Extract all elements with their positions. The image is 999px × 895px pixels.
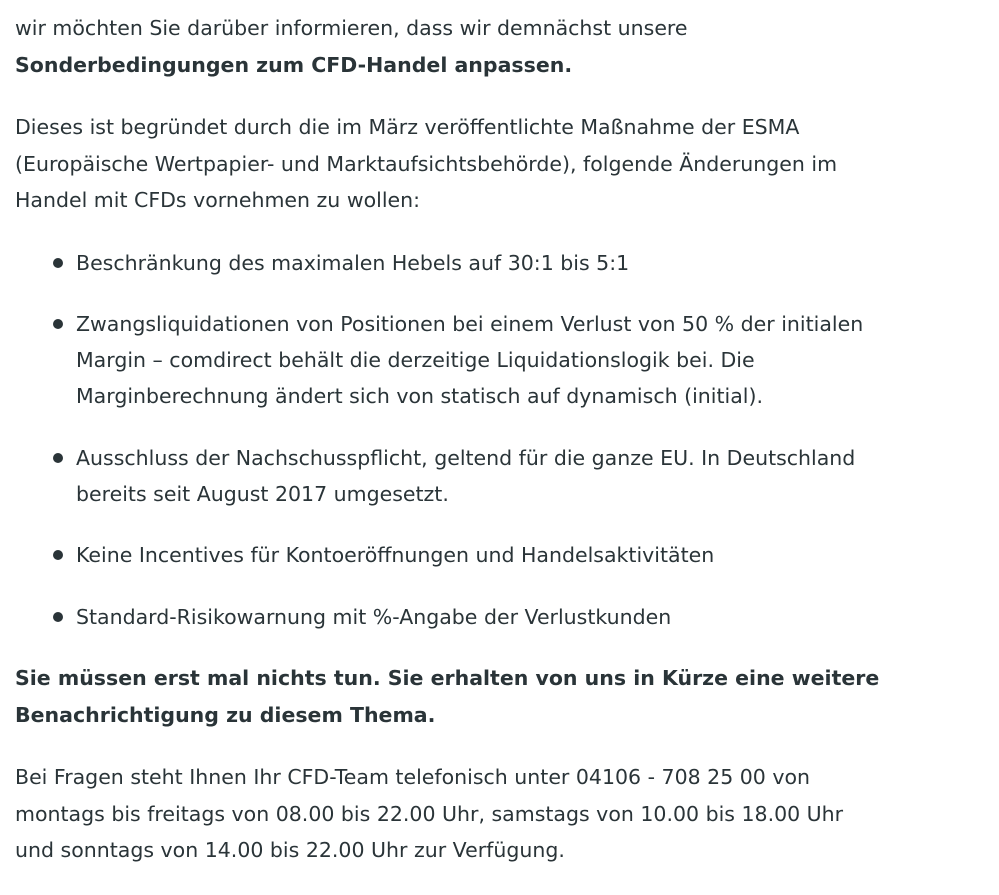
email-body <box>15 10 990 895</box>
list-item <box>15 245 990 281</box>
notice-line: Sie müssen erst mal nichts tun. Sie erhalten von uns in Kürze eine weitere <box>15 666 880 690</box>
changes-list <box>15 245 990 635</box>
reason-line: Handel mit CFDs vornehmen zu wollen: <box>15 188 421 212</box>
list-item-line: Keine Incentives für Kontoeröffnungen und Handelsaktivitäten <box>76 543 715 567</box>
list-item-line: Ausschluss der Nachschusspflicht, geltend für die ganze EU. In Deutschland <box>76 445 856 470</box>
reason-paragraph <box>15 109 990 219</box>
list-item <box>15 537 990 573</box>
contact-line: montags bis freitags von 08.00 bis 22.00 Uhr, samstags von 10.00 bis 18.00 Uhr <box>15 801 844 826</box>
list-item <box>15 306 990 414</box>
reason-line: (Europäische Wertpapier- und Marktaufsichtsbehörde), folgende Änderungen im <box>15 151 838 176</box>
intro-line-bold: Sonderbedingungen zum CFD-Handel anpassen. <box>15 52 573 77</box>
contact-paragraph <box>15 759 990 869</box>
intro-paragraph <box>15 10 990 83</box>
list-item-line: Beschränkung des maximalen Hebels auf 30:1 bis 5:1 <box>76 250 630 275</box>
contact-line: und sonntags von 14.00 bis 22.00 Uhr zur Verfügung. <box>15 838 565 862</box>
list-item-line: bereits seit August 2017 umgesetzt. <box>76 481 449 506</box>
list-item-line: Margin – comdirect behält die derzeitige Liquidationslogik bei. Die <box>76 348 755 372</box>
list-item-line: Standard-Risikowarnung mit %-Angabe der Verlustkunden <box>76 604 672 629</box>
list-item-line: Zwangsliquidationen von Positionen bei einem Verlust von 50 % der initialen <box>76 312 864 336</box>
intro-line: wir möchten Sie darüber informieren, dass wir demnächst unsere <box>15 16 688 40</box>
list-item-line: Marginberechnung ändert sich von statisch auf dynamisch (initial). <box>76 384 763 408</box>
contact-line: Bei Fragen steht Ihnen Ihr CFD-Team telefonisch unter 04106 - 708 25 00 von <box>15 765 811 789</box>
notice-paragraph <box>15 660 990 733</box>
notice-line: Benachrichtigung zu diesem Thema. <box>15 702 436 727</box>
reason-line: Dieses ist begründet durch die im März veröffentlichte Maßnahme der ESMA <box>15 115 800 139</box>
list-item <box>15 440 990 512</box>
list-item <box>15 599 990 635</box>
